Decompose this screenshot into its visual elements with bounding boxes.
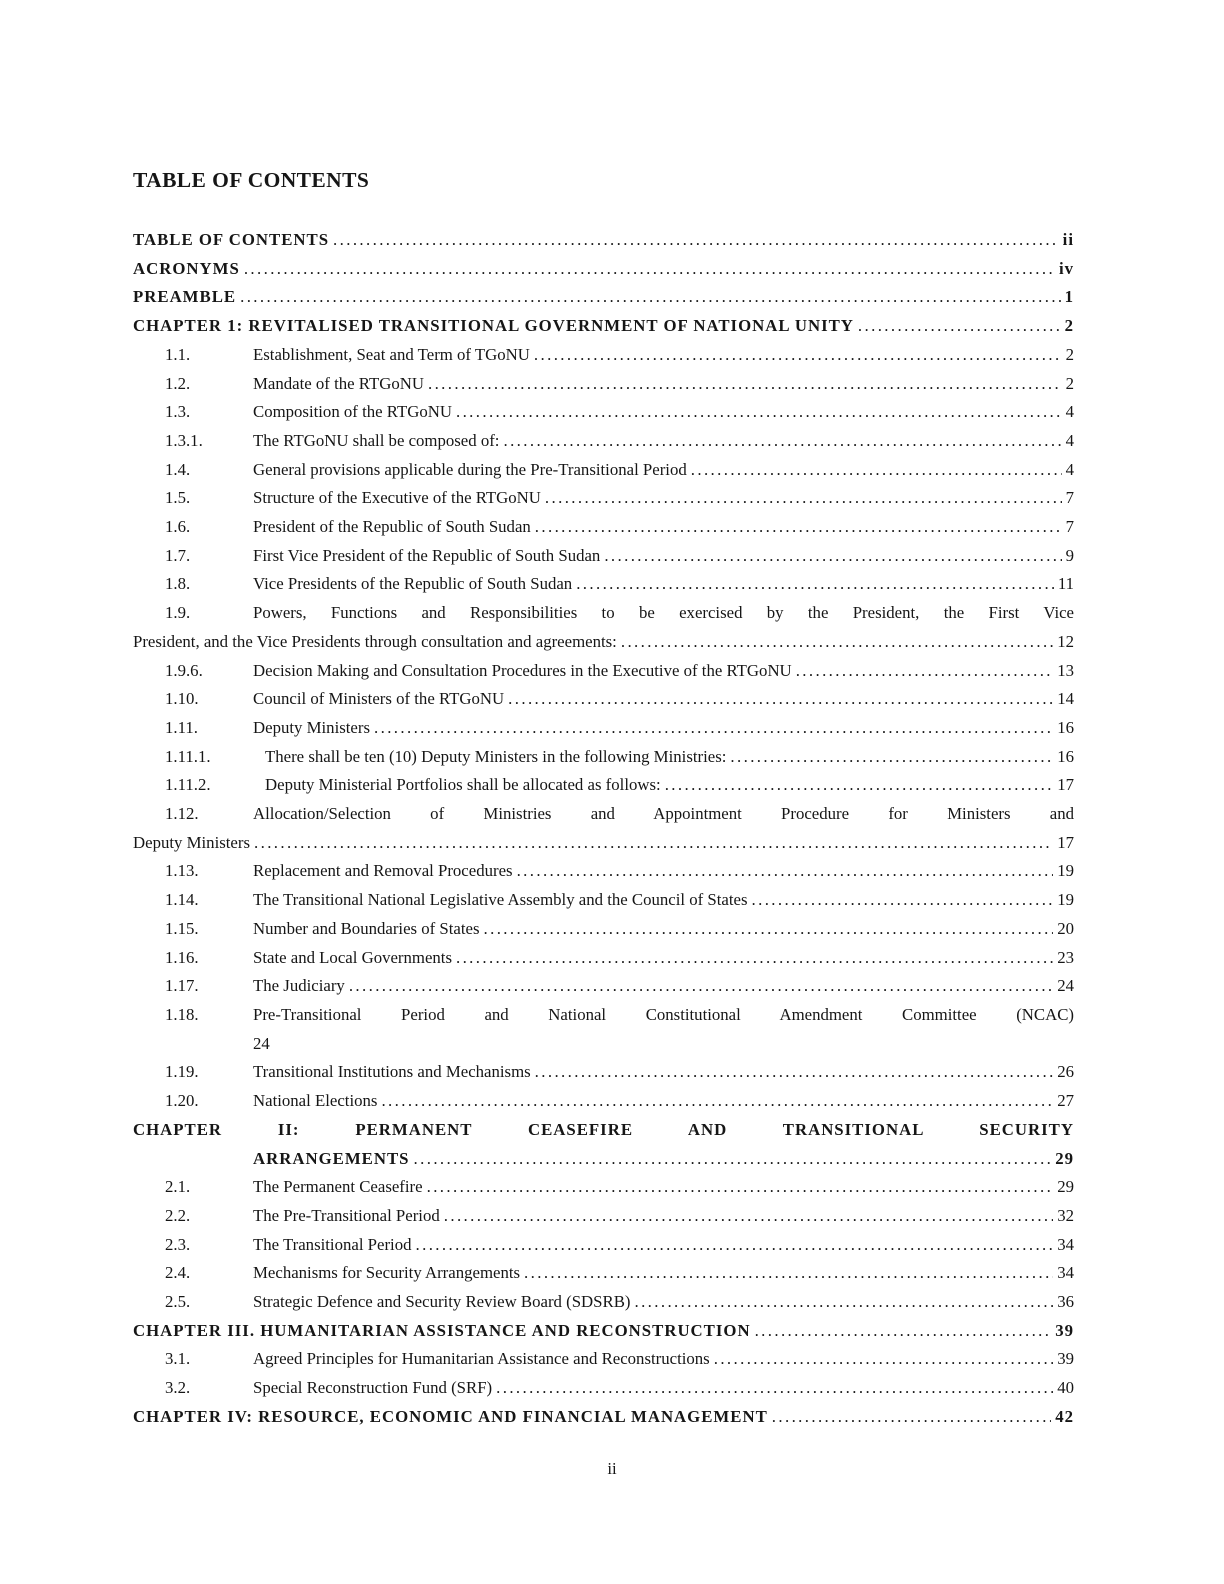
toc-entry	[133, 972, 1074, 1001]
toc-entry-page: 7	[1065, 488, 1074, 508]
toc-entry-text: CHAPTER III. HUMANITARIAN ASSISTANCE AND RECONSTRUCTION	[133, 1320, 751, 1340]
toc-entry-page: 32	[1057, 1205, 1074, 1225]
toc-entry-page: 11	[1057, 574, 1074, 594]
toc-chapter-entry	[133, 255, 1074, 284]
dot-leader	[349, 972, 1053, 1001]
page-number-footer: ii	[607, 1459, 617, 1478]
toc-entry-number: 1.7.	[165, 545, 191, 565]
toc-entry-text: Council of Ministers of the RTGoNU	[253, 689, 505, 709]
toc-entry	[133, 599, 1074, 656]
dot-leader	[534, 341, 1062, 370]
toc-entry-text: CHAPTER 1: REVITALISED TRANSITIONAL GOVERNMENT OF NATIONAL UNITY	[133, 316, 854, 336]
toc-entry-number: 2.4.	[165, 1263, 191, 1283]
dot-leader	[730, 743, 1053, 772]
dot-leader	[333, 226, 1059, 255]
toc-entry-text: CHAPTER II: PERMANENT CEASEFIRE AND TRANSITIONAL SECURITY	[133, 1119, 1074, 1139]
toc-entry-number: 1.4.	[165, 459, 191, 479]
toc-entry	[133, 714, 1074, 743]
toc-entry	[133, 743, 1074, 772]
toc-entry-number: 1.3.	[165, 402, 191, 422]
dot-leader	[517, 857, 1054, 886]
toc-entry	[133, 657, 1074, 686]
dot-leader	[665, 771, 1054, 800]
toc-entry-text: Transitional Institutions and Mechanisms	[253, 1062, 531, 1082]
toc-entry-page: 39	[1057, 1349, 1074, 1369]
toc-entry-page: 42	[1055, 1406, 1074, 1426]
dot-leader	[508, 685, 1053, 714]
toc-entry-text: Decision Making and Consultation Procedures in the Executive of the RTGoNU	[253, 660, 792, 680]
toc-entry-page: 34	[1057, 1263, 1074, 1283]
dot-leader	[714, 1345, 1054, 1374]
toc-entry-text: Number and Boundaries of States	[253, 918, 480, 938]
toc-entry	[133, 513, 1074, 542]
toc-entry-number: 1.14.	[165, 890, 199, 910]
toc-entry	[133, 542, 1074, 571]
toc-entry-text: There shall be ten (10) Deputy Ministers in the following Ministries:	[265, 746, 727, 766]
dot-leader	[240, 283, 1061, 312]
dot-leader	[796, 657, 1054, 686]
toc-entry	[133, 685, 1074, 714]
toc-entry-text: Structure of the Executive of the RTGoNU	[253, 488, 541, 508]
toc-entry-number: 1.10.	[165, 689, 199, 709]
page-content	[133, 166, 1074, 1432]
dot-leader	[484, 915, 1054, 944]
toc-entry-number: 1.20.	[165, 1091, 199, 1111]
toc-entry-page: 26	[1057, 1062, 1074, 1082]
dot-leader	[621, 628, 1053, 657]
dot-leader	[772, 1403, 1051, 1432]
dot-leader	[428, 370, 1062, 399]
toc-entry-page: 20	[1057, 918, 1074, 938]
dot-leader	[456, 398, 1062, 427]
toc-entry-page: 2	[1065, 373, 1074, 393]
toc-entry-text: Establishment, Seat and Term of TGoNU	[253, 344, 530, 364]
toc-entry	[133, 944, 1074, 973]
toc-entry	[133, 1345, 1074, 1374]
toc-entry-text: The RTGoNU shall be composed of:	[253, 430, 500, 450]
dot-leader	[524, 1259, 1053, 1288]
page-title: TABLE OF CONTENTS	[133, 168, 370, 192]
toc-entry-page: 36	[1057, 1292, 1074, 1312]
toc-entry	[133, 570, 1074, 599]
toc-entry-text: Mechanisms for Security Arrangements	[253, 1263, 521, 1283]
toc-entry-number: 1.12.	[165, 804, 199, 824]
toc-entry-page: 4	[1065, 402, 1074, 422]
toc-entry-number: 1.5.	[165, 488, 191, 508]
toc-entry	[133, 915, 1074, 944]
toc-entry-text: Composition of the RTGoNU	[253, 402, 452, 422]
toc-entry-page: 7	[1065, 517, 1074, 537]
toc-entry-text: General provisions applicable during the Pre-Transitional Period	[253, 459, 687, 479]
dot-leader	[535, 1058, 1054, 1087]
toc-entry-page: ii	[1062, 230, 1074, 249]
toc-entry-number: 1.6.	[165, 517, 191, 537]
toc-entry	[133, 857, 1074, 886]
toc-entry-page: 9	[1065, 545, 1074, 565]
toc-entry-number: 1.18.	[165, 1004, 199, 1024]
toc-entry-text: The Pre-Transitional Period	[253, 1205, 440, 1225]
toc-entry-number: 1.9.	[165, 603, 191, 623]
dot-leader	[381, 1087, 1053, 1116]
toc-entry-page: 24	[1057, 976, 1074, 996]
toc-entry-page: 2	[1065, 344, 1074, 364]
table-of-contents	[133, 226, 1074, 1432]
dot-leader	[576, 570, 1054, 599]
dot-leader	[456, 944, 1053, 973]
toc-chapter-entry	[133, 312, 1074, 341]
toc-entry-number: 1.17.	[165, 976, 199, 996]
toc-entry	[133, 1202, 1074, 1231]
toc-entry-number: 1.9.6.	[165, 660, 203, 680]
toc-chapter-entry	[133, 226, 1074, 255]
toc-entry-text: Agreed Principles for Humanitarian Assistance and Reconstructions	[253, 1349, 710, 1369]
dot-leader	[503, 427, 1061, 456]
toc-entry-text: The Transitional National Legislative Assembly and the Council of States	[253, 890, 748, 910]
toc-entry-text: First Vice President of the Republic of South Sudan	[253, 545, 601, 565]
toc-entry	[133, 1001, 1074, 1058]
toc-entry	[133, 427, 1074, 456]
toc-entry-page: 40	[1057, 1378, 1074, 1398]
dot-leader	[414, 1145, 1052, 1174]
dot-leader	[244, 255, 1055, 284]
dot-leader	[604, 542, 1061, 571]
toc-entry-number: 2.3.	[165, 1234, 191, 1254]
toc-entry	[133, 1288, 1074, 1317]
toc-entry-text: State and Local Governments	[253, 947, 452, 967]
toc-entry-number: 1.11.	[165, 717, 198, 737]
toc-chapter-entry	[133, 1403, 1074, 1432]
toc-entry-text: TABLE OF CONTENTS	[133, 230, 330, 249]
toc-entry	[133, 341, 1074, 370]
toc-entry-text: Strategic Defence and Security Review Board (SDSRB)	[253, 1292, 631, 1312]
toc-entry-page: 17	[1057, 775, 1074, 795]
toc-entry	[133, 1173, 1074, 1202]
toc-entry-text: Powers, Functions and Responsibilities to be exercised by the President, the First Vice	[253, 603, 1074, 623]
toc-entry-page: 13	[1057, 660, 1074, 680]
toc-entry-number: 3.2.	[165, 1378, 191, 1398]
toc-entry-page: 39	[1055, 1320, 1074, 1340]
toc-entry-number: 1.16.	[165, 947, 199, 967]
toc-entry	[133, 370, 1074, 399]
toc-entry-number: 1.3.1.	[165, 430, 203, 450]
toc-entry-number: 1.2.	[165, 373, 191, 393]
toc-chapter-entry	[133, 1317, 1074, 1346]
toc-entry-text: The Judiciary	[253, 976, 345, 996]
toc-entry	[133, 800, 1074, 857]
toc-entry-number: 1.8.	[165, 574, 191, 594]
toc-entry	[133, 886, 1074, 915]
toc-entry-text-continued: ARRANGEMENTS	[253, 1148, 410, 1168]
toc-entry-text: The Permanent Ceasefire	[253, 1177, 423, 1197]
toc-entry-number: 1.19.	[165, 1062, 199, 1082]
toc-entry-page: 19	[1057, 861, 1074, 881]
toc-entry-page: 1	[1064, 287, 1074, 307]
toc-entry	[133, 1231, 1074, 1260]
toc-entry-page: 14	[1057, 689, 1074, 709]
dot-leader	[444, 1202, 1053, 1231]
toc-entry-page: 16	[1057, 746, 1074, 766]
dot-leader	[858, 312, 1061, 341]
toc-chapter-entry	[133, 283, 1074, 312]
toc-entry-page: 12	[1057, 631, 1074, 651]
toc-entry-page: iv	[1058, 258, 1074, 278]
toc-entry-page: 17	[1057, 832, 1074, 852]
dot-leader	[691, 456, 1062, 485]
toc-entry	[133, 771, 1074, 800]
toc-entry-text: Deputy Ministerial Portfolios shall be allocated as follows:	[265, 775, 661, 795]
dot-leader	[496, 1374, 1053, 1403]
toc-entry-number: 1.1.	[165, 344, 191, 364]
toc-entry-text: Vice Presidents of the Republic of South Sudan	[253, 574, 573, 594]
toc-entry-number: 2.2.	[165, 1205, 191, 1225]
toc-entry	[133, 456, 1074, 485]
toc-entry	[133, 398, 1074, 427]
toc-entry-page: 29	[1057, 1177, 1074, 1197]
toc-entry-number: 3.1.	[165, 1349, 191, 1369]
dot-leader	[755, 1317, 1052, 1346]
toc-entry-page: 4	[1065, 459, 1074, 479]
toc-entry-page: 4	[1065, 430, 1074, 450]
dot-leader	[427, 1173, 1054, 1202]
dot-leader	[545, 484, 1062, 513]
toc-entry-page: 19	[1057, 890, 1074, 910]
toc-entry-text: The Transitional Period	[253, 1234, 412, 1254]
toc-entry-page: 34	[1057, 1234, 1074, 1254]
toc-entry	[133, 484, 1074, 513]
toc-entry-page: 16	[1057, 717, 1074, 737]
toc-entry-text: ACRONYMS	[133, 258, 240, 278]
toc-entry-text: President of the Republic of South Sudan	[253, 517, 531, 537]
toc-entry-number: 1.13.	[165, 861, 199, 881]
toc-entry-number: 2.1.	[165, 1177, 191, 1197]
toc-entry-text: Allocation/Selection of Ministries and Appointment Procedure for Ministers and	[253, 804, 1074, 824]
toc-entry-number: 2.5.	[165, 1292, 191, 1312]
toc-entry	[133, 1058, 1074, 1087]
dot-leader	[535, 513, 1062, 542]
toc-entry	[133, 1259, 1074, 1288]
toc-entry-text-continued: President, and the Vice Presidents through consultation and agreements:	[133, 631, 617, 651]
dot-leader	[634, 1288, 1053, 1317]
dot-leader	[752, 886, 1054, 915]
toc-entry-page-on-newline: 24	[253, 1033, 270, 1053]
toc-entry	[133, 1087, 1074, 1116]
toc-entry-text: PREAMBLE	[133, 287, 237, 307]
toc-entry-number: 1.11.2.	[165, 775, 211, 795]
toc-entry-text: National Elections	[253, 1091, 378, 1111]
toc-entry-text: CHAPTER IV: RESOURCE, ECONOMIC AND FINANCIAL MANAGEMENT	[133, 1406, 768, 1426]
dot-leader	[254, 829, 1053, 858]
toc-entry-page: 2	[1064, 316, 1074, 336]
toc-entry-text: Pre-Transitional Period and National Constitutional Amendment Committee (NCAC)	[253, 1004, 1074, 1024]
toc-entry-text: Deputy Ministers	[253, 717, 370, 737]
dot-leader	[416, 1231, 1054, 1260]
toc-entry-text: Special Reconstruction Fund (SRF)	[253, 1378, 493, 1398]
dot-leader	[374, 714, 1053, 743]
toc-entry-number: 1.11.1.	[165, 746, 211, 766]
toc-entry-text-continued: Deputy Ministers	[133, 832, 250, 852]
toc-entry	[133, 1374, 1074, 1403]
toc-entry-text: Mandate of the RTGoNU	[253, 373, 424, 393]
toc-entry-text: Replacement and Removal Procedures	[253, 861, 513, 881]
toc-entry-number: 1.15.	[165, 918, 199, 938]
toc-entry-page: 29	[1055, 1148, 1074, 1168]
toc-chapter-entry	[133, 1116, 1074, 1173]
toc-entry-page: 23	[1057, 947, 1074, 967]
toc-entry-page: 27	[1057, 1091, 1074, 1111]
